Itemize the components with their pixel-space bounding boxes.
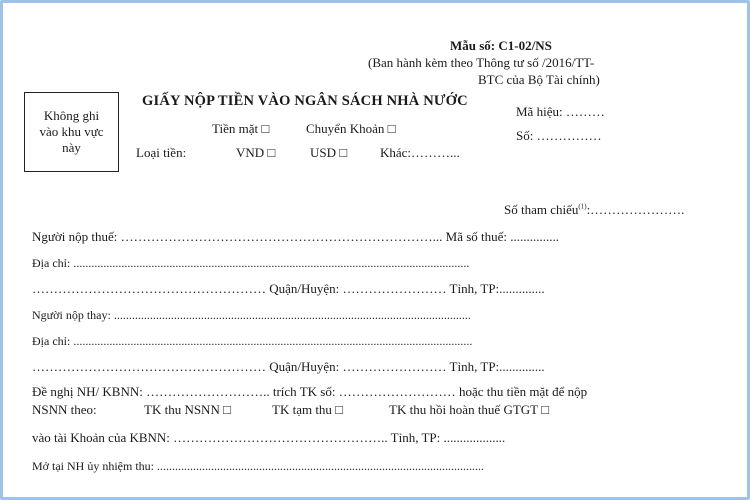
vnd-checkbox[interactable]: VND □ xyxy=(236,145,276,160)
currency-label: Loại tiền: xyxy=(136,145,187,160)
document-title: GIẤY NỘP TIỀN VÀO NGÂN SÁCH NHÀ NƯỚC xyxy=(142,93,468,109)
tk-thu-nsnn-checkbox[interactable]: TK thu NSNN □ xyxy=(144,402,231,417)
district-row-2[interactable]: ……………………………………………… Quận/Huyện: …………………… Tỉnh, TP:.............. xyxy=(32,359,545,374)
address-row-1[interactable]: Địa chỉ: .................................................................................................................................... xyxy=(32,256,470,270)
other-currency-field[interactable]: Khác:………... xyxy=(380,145,460,160)
tk-thu-hoi-hoan-thue-checkbox[interactable]: TK thu hồi hoàn thuế GTGT □ xyxy=(389,402,549,417)
usd-checkbox[interactable]: USD □ xyxy=(310,145,348,160)
issued-by-line2: BTC của Bộ Tài chính) xyxy=(478,72,600,87)
number-field: Số: …………… xyxy=(516,128,602,143)
transfer-checkbox[interactable]: Chuyển Khoản □ xyxy=(306,121,396,136)
reference-footnote: (1) xyxy=(578,202,587,211)
form-number: Mẫu số: C1-02/NS xyxy=(450,38,552,53)
restricted-area-box xyxy=(24,92,119,172)
taxpayer-row[interactable]: Người nộp thuế: ………………………………………………………………... Mã số thuế: ............... xyxy=(32,229,560,244)
kbnn-account-row[interactable]: vào tài Khoản của KBNN: ………………………………………….. Tỉnh, TP: ................... xyxy=(32,430,506,445)
request-bank-row[interactable]: Đề nghị NH/ KBNN: ……………………….. trích TK số: ……………………… hoặc thu tiền mặt để nộp xyxy=(32,384,588,399)
code-field: Mã hiệu: ……… xyxy=(516,104,605,119)
restricted-line2: vào khu vực xyxy=(39,124,104,139)
tk-tam-thu-checkbox[interactable]: TK tạm thu □ xyxy=(272,402,344,417)
nsnn-theo-label: NSNN theo: xyxy=(32,402,97,417)
cash-checkbox[interactable]: Tiền mặt □ xyxy=(212,121,270,136)
payer-on-behalf-row[interactable]: Người nộp thay: ....................................................................................................................... xyxy=(32,308,471,322)
collecting-bank-row[interactable]: Mở tại NH ủy nhiệm thu: ............................................................................................................. xyxy=(32,459,485,473)
address-row-2[interactable]: Địa chỉ: ..................................................................................................................................... xyxy=(32,334,473,348)
issued-by-line1: (Ban hành kèm theo Thông tư số /2016/TT- xyxy=(368,55,595,70)
district-row-1[interactable]: ……………………………………………… Quận/Huyện: …………………… Tỉnh, TP:.............. xyxy=(32,281,545,296)
reference-label: Số tham chiếu xyxy=(504,202,579,217)
reference-number-field xyxy=(504,202,684,218)
restricted-line3: này xyxy=(62,140,81,155)
restricted-line1: Không ghi xyxy=(43,108,100,123)
reference-dots: :…………………. xyxy=(586,202,685,217)
